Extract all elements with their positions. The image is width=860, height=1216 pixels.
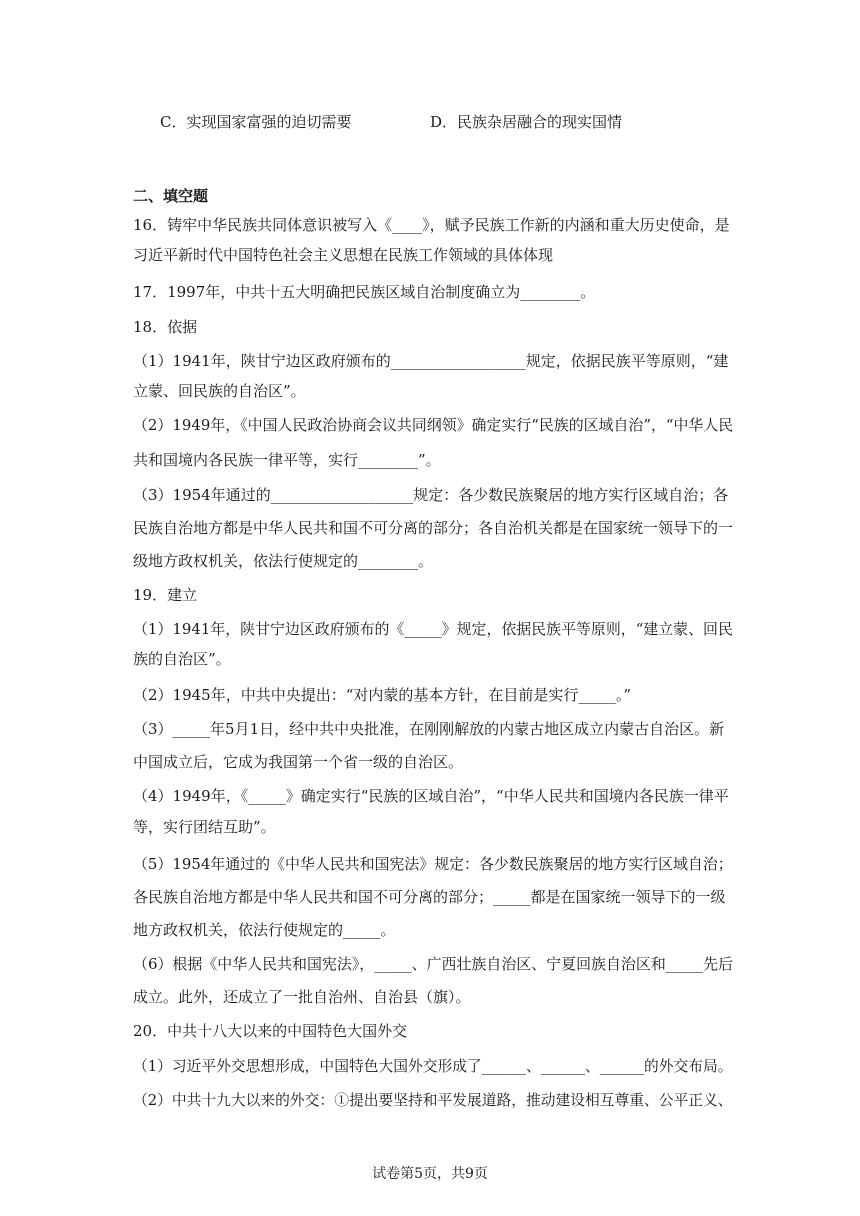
option-d: D．民族杂居融合的现实国情 xyxy=(430,113,623,131)
q18-part-3-line-3: 级地方政权机关，依法行使规定的________。 xyxy=(133,552,434,570)
q20-part-2: （2）中共十九大以来的外交：①提出要坚持和平发展道路，推动建设相互尊重、公平正义、 xyxy=(133,1091,733,1109)
q18-part-1-line-1: （1）1941年，陕甘宁边区政府颁布的__________________规定，依据民族平等原则，“建 xyxy=(133,352,729,370)
question-17: 17．1997年，中共十五大明确把民族区域自治制度确立为________。 xyxy=(133,283,596,301)
page-footer: 试卷第5页，共9页 xyxy=(372,1166,488,1182)
q19-part-5-line-1: （5）1954年通过的《中华人民共和国宪法》规定：各少数民族聚居的地方实行区域自治； xyxy=(133,855,733,873)
q19-part-3-line-1: （3）_____年5月1日，经中共中央批准，在刚刚解放的内蒙古地区成立内蒙古自治区。新 xyxy=(133,720,725,738)
question-18-title: 18．依据 xyxy=(133,318,198,336)
q18-part-3-line-1: （3）1954年通过的___________________规定：各少数民族聚居的地方实行区域自治；各 xyxy=(133,486,729,504)
q19-part-5-line-3: 地方政权机关，依法行使规定的_____。 xyxy=(133,921,396,939)
q18-part-2-line-2: 共和国境内各民族一律平等，实行________”。 xyxy=(133,451,441,469)
q18-part-3-line-2: 民族自治地方都是中华人民共和国不可分离的部分；各自治机关都是在国家统一领导下的一 xyxy=(133,519,734,537)
option-c: C．实现国家富强的迫切需要 xyxy=(160,113,352,131)
section-title: 二、填空题 xyxy=(133,187,209,205)
question-19-title: 19．建立 xyxy=(133,586,198,604)
q19-part-1-line-1: （1）1941年，陕甘宁边区政府颁布的《_____》规定，依据民族平等原则，“建立蒙、回民 xyxy=(133,620,733,638)
q20-part-1: （1）习近平外交思想形成，中国特色大国外交形成了______、______、______的外交布局。 xyxy=(133,1057,733,1075)
question-16-line-1: 16．铸牢中华民族共同体意识被写入《____》，赋予民族工作新的内涵和重大历史使命，是 xyxy=(133,216,730,234)
q19-part-5-line-2: 各民族自治地方都是中华人民共和国不可分离的部分；_____都是在国家统一领导下的一级 xyxy=(133,888,726,906)
question-16-line-2: 习近平新时代中国特色社会主义思想在民族工作领域的具体体现 xyxy=(133,246,554,264)
question-20-title: 20．中共十八大以来的中国特色大国外交 xyxy=(133,1022,408,1040)
q19-part-6-line-2: 成立。此外，还成立了一批自治州、自治县（旗）。 xyxy=(133,988,471,1006)
q18-part-2-line-1: （2）1949年，《中国人民政治协商会议共同纲领》确定实行“民族的区域自治”，“中华人民 xyxy=(133,416,734,434)
q19-part-2: （2）1945年，中共中央提出：“对内蒙的基本方针，在目前是实行_____。” xyxy=(133,686,632,704)
q18-part-1-line-2: 立蒙、回民族的自治区”。 xyxy=(133,382,306,400)
q19-part-6-line-1: （6）根据《中华人民共和国宪法》，_____、广西壮族自治区、宁夏回族自治区和_____先后 xyxy=(133,955,734,973)
q19-part-1-line-2: 族的自治区”。 xyxy=(133,650,231,668)
q19-part-4-line-2: 等，实行团结互助”。 xyxy=(133,818,276,836)
q19-part-3-line-2: 中国成立后，它成为我国第一个省一级的自治区。 xyxy=(133,753,464,771)
q19-part-4-line-1: （4）1949年，《_____》确定实行“民族的区域自治”，“中华人民共和国境内各民族一律平 xyxy=(133,787,729,805)
